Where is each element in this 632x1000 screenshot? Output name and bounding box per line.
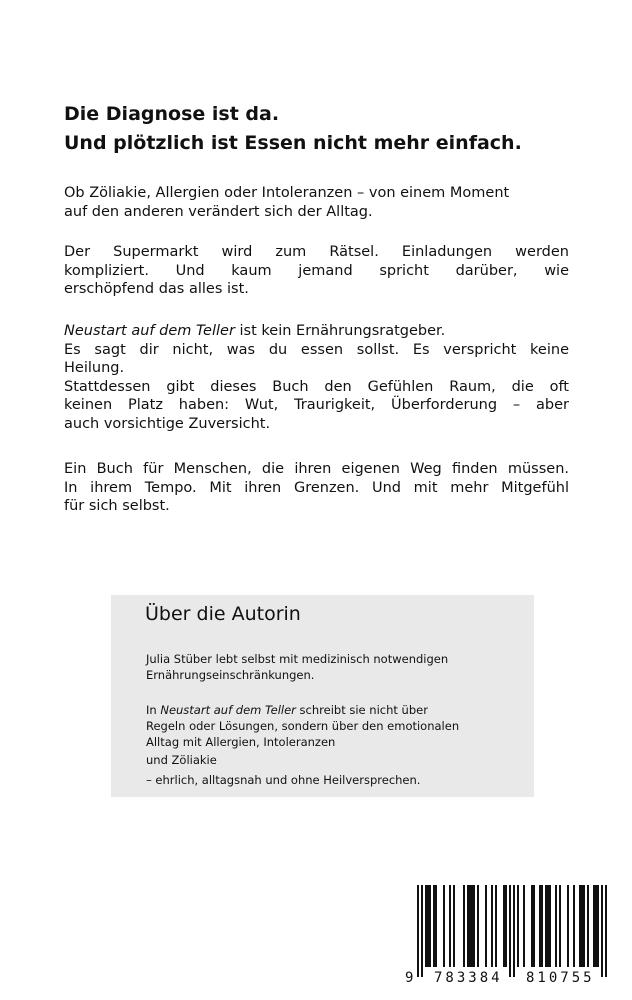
text-line: Julia Stüber lebt selbst mit medizinisch notwendigen	[146, 652, 449, 666]
barcode-bar	[579, 885, 581, 967]
author-closing-line	[146, 772, 526, 788]
book-title-italic: Neustart auf dem Teller	[160, 703, 296, 717]
author-book-description	[146, 702, 526, 750]
barcode-bar	[533, 885, 535, 967]
barcode-bars	[401, 885, 625, 977]
book-title-italic: Neustart auf dem Teller	[64, 323, 235, 339]
barcode-bar	[473, 885, 475, 967]
barcode-bar	[429, 885, 431, 967]
barcode-bar	[555, 885, 557, 967]
barcode-bar	[503, 885, 505, 967]
barcode-bar	[513, 885, 515, 977]
barcode-bar	[491, 885, 493, 967]
text-line: – ehrlich, alltagsnah und ohne Heilversprechen.	[146, 773, 421, 787]
text-line: Ob Zöliakie, Allergien oder Intoleranzen – von einem Moment	[64, 185, 510, 201]
text-line: auch vorsichtige Zuversicht.	[64, 415, 271, 432]
text-line: Regeln oder Lösungen, sondern über den emotionalen	[146, 719, 460, 733]
barcode-bar	[531, 885, 533, 967]
author-heading: Über die Autorin	[145, 603, 301, 625]
headline-line-1: Die Diagnose ist da.	[64, 103, 280, 125]
text-line: Es sagt dir nicht, was du essen sollst. Es verspricht keine	[64, 341, 569, 358]
text-line: Der Supermarkt wird zum Rätsel. Einladungen werden	[64, 244, 569, 260]
intro-paragraph	[64, 184, 569, 221]
text-line: kompliziert. Und kaum jemand spricht darüber, wie	[64, 262, 569, 279]
barcode-bar	[559, 885, 561, 967]
barcode-bar	[595, 885, 597, 967]
barcode-bar	[573, 885, 575, 967]
barcode-bar	[545, 885, 547, 967]
barcode-bar	[435, 885, 437, 967]
text-line	[64, 322, 569, 341]
barcode-bar	[495, 885, 497, 967]
isbn-barcode	[401, 885, 625, 990]
barcode-bar	[605, 885, 607, 977]
barcode-bar	[567, 885, 569, 967]
isbn-first-digit: 9	[405, 970, 414, 986]
barcode-bar	[581, 885, 583, 967]
isbn-group-1: 783384	[434, 970, 503, 986]
barcode-bar	[463, 885, 465, 967]
barcode-bar	[597, 885, 599, 967]
text-line: auf den anderen verändert sich der Alltag.	[64, 203, 373, 220]
text-line: für sich selbst.	[64, 498, 170, 514]
barcode-bar	[523, 885, 525, 967]
barcode-bar	[453, 885, 455, 967]
barcode-bar	[593, 885, 595, 967]
barcode-bar	[449, 885, 451, 967]
barcode-bar	[547, 885, 549, 967]
barcode-bar	[517, 885, 519, 967]
headline-line-2: Und plötzlich ist Essen nicht mehr einfach.	[64, 132, 522, 154]
text-line: Stattdessen gibt dieses Buch den Gefühlen Raum, die oft	[64, 378, 569, 395]
text-line: Ein Buch für Menschen, die ihren eigenen Weg finden müssen.	[64, 461, 569, 477]
barcode-bar	[417, 885, 419, 977]
barcode-bar	[427, 885, 429, 967]
author-bio	[146, 651, 526, 683]
barcode-bar	[471, 885, 473, 967]
barcode-bar	[477, 885, 479, 967]
text-line: Alltag mit Allergien, Intoleranzen	[146, 735, 336, 749]
text-line: Heilung.	[64, 360, 125, 376]
text-line	[146, 702, 526, 718]
barcode-bar	[485, 885, 487, 967]
barcode-bar	[425, 885, 427, 967]
isbn-digits	[401, 968, 625, 988]
barcode-bar	[549, 885, 551, 967]
text-line: keinen Platz haben: Wut, Traurigkeit, Überforderung – aber	[64, 397, 569, 413]
barcode-bar	[433, 885, 435, 967]
book-description-paragraph	[64, 322, 569, 433]
supermarket-paragraph	[64, 243, 569, 299]
barcode-bar	[421, 885, 423, 977]
text-line: Ernährungseinschränkungen.	[146, 668, 315, 682]
closing-paragraph	[64, 460, 569, 516]
text-fragment: In	[146, 703, 161, 717]
barcode-bar	[541, 885, 543, 967]
barcode-bar	[539, 885, 541, 967]
barcode-bar	[505, 885, 507, 967]
barcode-bar	[583, 885, 585, 967]
barcode-bar	[443, 885, 445, 967]
headline	[64, 100, 584, 158]
barcode-bar	[467, 885, 469, 967]
author-box	[111, 595, 534, 797]
text-fragment: ist kein Ernährungsratgeber.	[234, 323, 446, 339]
barcode-bar	[601, 885, 603, 977]
text-line: erschöpfend das alles ist.	[64, 281, 249, 297]
barcode-bar	[587, 885, 589, 967]
text-line: und Zöliakie	[146, 753, 217, 767]
author-celiac-line	[146, 752, 526, 768]
text-line: In ihrem Tempo. Mit ihren Grenzen. Und mit mehr Mitgefühl	[64, 479, 569, 496]
barcode-bar	[509, 885, 511, 977]
text-fragment: schreibt sie nicht über	[295, 703, 428, 717]
barcode-bar	[469, 885, 471, 967]
isbn-group-2: 810755	[526, 970, 595, 986]
